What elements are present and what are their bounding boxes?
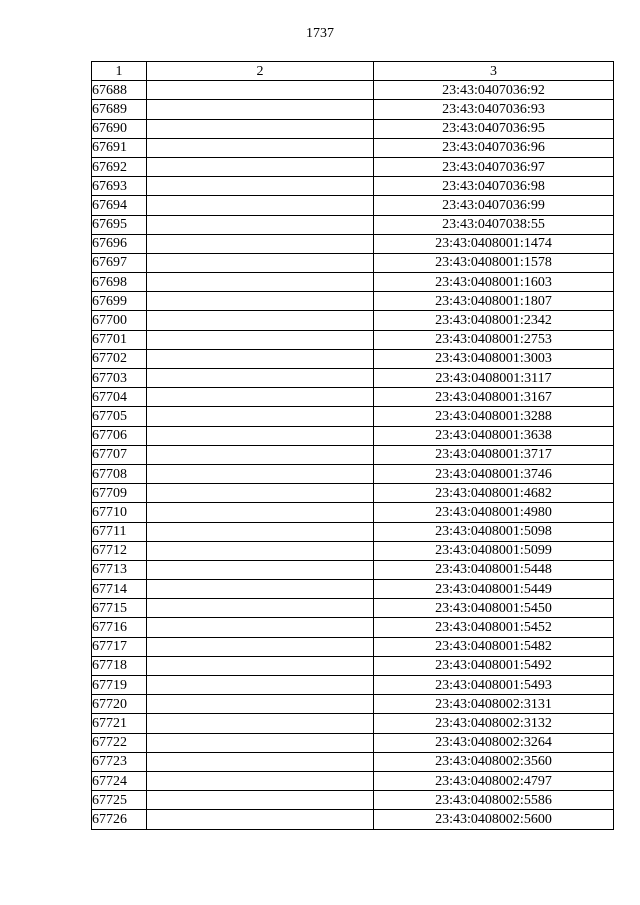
row-number-cell: 67697 [92,253,147,272]
table-row [92,234,614,253]
row-number-cell: 67691 [92,138,147,157]
row-empty-cell [147,388,374,407]
row-number-cell: 67717 [92,637,147,656]
table-row [92,791,614,810]
row-number-cell: 67690 [92,119,147,138]
table-row [92,157,614,176]
page-number: 1737 [306,26,334,41]
row-empty-cell [147,484,374,503]
row-number-cell: 67714 [92,580,147,599]
row-empty-cell [147,445,374,464]
row-empty-cell [147,215,374,234]
row-number-cell: 67700 [92,311,147,330]
row-number-cell: 67692 [92,157,147,176]
cadastral-number-cell: 23:43:0408001:3003 [374,349,614,368]
row-number-cell: 67711 [92,522,147,541]
cadastral-number-cell: 23:43:0408002:3132 [374,714,614,733]
row-empty-cell [147,311,374,330]
cadastral-number-cell: 23:43:0408001:5448 [374,560,614,579]
row-number-cell: 67724 [92,771,147,790]
row-empty-cell [147,714,374,733]
cadastral-number-cell: 23:43:0408002:5586 [374,791,614,810]
cadastral-number-cell: 23:43:0408002:4797 [374,771,614,790]
cadastral-number-cell: 23:43:0408001:5492 [374,656,614,675]
table-row [92,138,614,157]
row-number-cell: 67722 [92,733,147,752]
row-number-cell: 67720 [92,695,147,714]
cadastral-number-cell: 23:43:0408001:5099 [374,541,614,560]
cadastral-number-cell: 23:43:0408002:3560 [374,752,614,771]
column-header-1: 1 [92,62,147,81]
header-row [92,62,614,81]
row-number-cell: 67707 [92,445,147,464]
row-empty-cell [147,369,374,388]
cadastral-number-cell: 23:43:0407036:92 [374,81,614,100]
row-empty-cell [147,407,374,426]
row-empty-cell [147,522,374,541]
row-empty-cell [147,177,374,196]
row-number-cell: 67693 [92,177,147,196]
row-number-cell: 67712 [92,541,147,560]
row-empty-cell [147,810,374,829]
row-empty-cell [147,791,374,810]
cadastral-number-cell: 23:43:0408001:2342 [374,311,614,330]
row-number-cell: 67702 [92,349,147,368]
row-empty-cell [147,656,374,675]
table-row [92,292,614,311]
row-empty-cell [147,560,374,579]
row-number-cell: 67708 [92,464,147,483]
table-row [92,714,614,733]
table-row [92,810,614,829]
table-row [92,330,614,349]
row-number-cell: 67703 [92,369,147,388]
table-row [92,100,614,119]
row-empty-cell [147,464,374,483]
row-empty-cell [147,273,374,292]
cadastral-number-cell: 23:43:0407036:99 [374,196,614,215]
row-empty-cell [147,426,374,445]
table-row [92,311,614,330]
table-row [92,580,614,599]
table-row [92,388,614,407]
row-empty-cell [147,637,374,656]
row-number-cell: 67726 [92,810,147,829]
table-row [92,369,614,388]
table-row [92,177,614,196]
cadastral-number-cell: 23:43:0408001:5449 [374,580,614,599]
registry-table [91,61,614,830]
table-row [92,426,614,445]
row-empty-cell [147,580,374,599]
cadastral-number-cell: 23:43:0407036:93 [374,100,614,119]
cadastral-number-cell: 23:43:0408001:5482 [374,637,614,656]
cadastral-number-cell: 23:43:0407036:96 [374,138,614,157]
row-empty-cell [147,138,374,157]
cadastral-number-cell: 23:43:0407036:98 [374,177,614,196]
row-number-cell: 67716 [92,618,147,637]
table-row [92,733,614,752]
table-row [92,445,614,464]
row-empty-cell [147,771,374,790]
cadastral-number-cell: 23:43:0408001:3117 [374,369,614,388]
table-row [92,196,614,215]
row-number-cell: 67706 [92,426,147,445]
row-empty-cell [147,503,374,522]
table-row [92,464,614,483]
row-number-cell: 67710 [92,503,147,522]
row-empty-cell [147,349,374,368]
row-empty-cell [147,81,374,100]
cadastral-number-cell: 23:43:0408001:1474 [374,234,614,253]
cadastral-number-cell: 23:43:0408001:1578 [374,253,614,272]
cadastral-number-cell: 23:43:0408001:5452 [374,618,614,637]
cadastral-number-cell: 23:43:0408001:3746 [374,464,614,483]
row-empty-cell [147,676,374,695]
row-empty-cell [147,695,374,714]
row-empty-cell [147,157,374,176]
table-row [92,407,614,426]
row-empty-cell [147,330,374,349]
cadastral-number-cell: 23:43:0408001:1603 [374,273,614,292]
table-body [92,81,614,829]
table-row [92,119,614,138]
row-number-cell: 67695 [92,215,147,234]
row-number-cell: 67713 [92,560,147,579]
row-number-cell: 67725 [92,791,147,810]
cadastral-number-cell: 23:43:0408001:5493 [374,676,614,695]
row-number-cell: 67689 [92,100,147,119]
table-row [92,215,614,234]
cadastral-number-cell: 23:43:0408002:3131 [374,695,614,714]
cadastral-number-cell: 23:43:0408001:3717 [374,445,614,464]
table-row [92,349,614,368]
table-row [92,771,614,790]
column-header-2: 2 [147,62,374,81]
row-number-cell: 67705 [92,407,147,426]
table-row [92,618,614,637]
table-row [92,541,614,560]
row-empty-cell [147,733,374,752]
table-row [92,637,614,656]
cadastral-number-cell: 23:43:0407036:95 [374,119,614,138]
row-number-cell: 67709 [92,484,147,503]
cadastral-number-cell: 23:43:0408001:4682 [374,484,614,503]
row-empty-cell [147,119,374,138]
cadastral-number-cell: 23:43:0408001:2753 [374,330,614,349]
row-number-cell: 67718 [92,656,147,675]
cadastral-number-cell: 23:43:0407038:55 [374,215,614,234]
table-row [92,599,614,618]
cadastral-number-cell: 23:43:0408001:4980 [374,503,614,522]
row-empty-cell [147,100,374,119]
cadastral-number-cell: 23:43:0408001:5450 [374,599,614,618]
row-empty-cell [147,292,374,311]
row-number-cell: 67698 [92,273,147,292]
cadastral-number-cell: 23:43:0408001:3288 [374,407,614,426]
table-row [92,81,614,100]
row-empty-cell [147,253,374,272]
row-number-cell: 67696 [92,234,147,253]
row-number-cell: 67704 [92,388,147,407]
row-empty-cell [147,541,374,560]
column-header-3: 3 [374,62,614,81]
cadastral-number-cell: 23:43:0408002:3264 [374,733,614,752]
row-empty-cell [147,196,374,215]
table-row [92,656,614,675]
table-row [92,560,614,579]
table-row [92,676,614,695]
row-empty-cell [147,752,374,771]
row-empty-cell [147,234,374,253]
cadastral-number-cell: 23:43:0408001:5098 [374,522,614,541]
table-row [92,522,614,541]
table-row [92,503,614,522]
row-number-cell: 67699 [92,292,147,311]
cadastral-number-cell: 23:43:0407036:97 [374,157,614,176]
table-row [92,253,614,272]
row-number-cell: 67721 [92,714,147,733]
row-empty-cell [147,618,374,637]
row-number-cell: 67701 [92,330,147,349]
row-number-cell: 67719 [92,676,147,695]
cadastral-number-cell: 23:43:0408001:3167 [374,388,614,407]
table-row [92,273,614,292]
row-empty-cell [147,599,374,618]
cadastral-number-cell: 23:43:0408001:1807 [374,292,614,311]
row-number-cell: 67723 [92,752,147,771]
row-number-cell: 67694 [92,196,147,215]
table-row [92,752,614,771]
cadastral-number-cell: 23:43:0408002:5600 [374,810,614,829]
cadastral-number-cell: 23:43:0408001:3638 [374,426,614,445]
table-row [92,484,614,503]
table-row [92,695,614,714]
row-number-cell: 67715 [92,599,147,618]
row-number-cell: 67688 [92,81,147,100]
